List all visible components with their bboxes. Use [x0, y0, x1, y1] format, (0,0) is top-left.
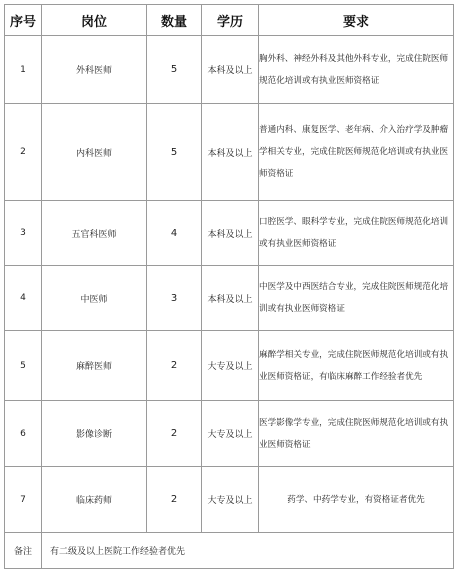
- header-education: 学历: [202, 5, 259, 36]
- cell-education: 大专及以上: [202, 467, 259, 533]
- header-count: 数量: [147, 5, 202, 36]
- header-requirements: 要求: [259, 5, 454, 36]
- cell-education: 大专及以上: [202, 401, 259, 467]
- recruitment-table-container: [4, 4, 454, 569]
- cell-requirements: 胸外科、神经外科及其他外科专业，完成住院医师规范化培训或有执业医师资格证: [259, 36, 454, 104]
- cell-count: 4: [147, 201, 202, 266]
- cell-education: 本科及以上: [202, 36, 259, 104]
- cell-requirements: 普通内科、康复医学、老年病、介入治疗学及肿瘤学相关专业，完成住院医师规范化培训或有执业医师资格证: [259, 104, 454, 201]
- cell-index: 2: [5, 104, 42, 201]
- table-row: [5, 467, 454, 533]
- cell-position: 外科医师: [42, 36, 147, 104]
- cell-education: 本科及以上: [202, 266, 259, 331]
- table-row: [5, 331, 454, 401]
- cell-requirements: 医学影像学专业，完成住院医师规范化培训或有执业医师资格证: [259, 401, 454, 467]
- cell-index: 5: [5, 331, 42, 401]
- cell-position: 麻醉医师: [42, 331, 147, 401]
- cell-position: 内科医师: [42, 104, 147, 201]
- table-header-row: [5, 5, 454, 36]
- table-row: [5, 201, 454, 266]
- header-position: 岗位: [42, 5, 147, 36]
- cell-requirements: 药学、中药学专业，有资格证者优先: [259, 467, 454, 533]
- cell-index: 1: [5, 36, 42, 104]
- note-label: 备注: [5, 533, 42, 569]
- cell-education: 大专及以上: [202, 331, 259, 401]
- cell-position: 影像诊断: [42, 401, 147, 467]
- cell-requirements: 口腔医学、眼科学专业，完成住院医师规范化培训或有执业医师资格证: [259, 201, 454, 266]
- cell-count: 2: [147, 401, 202, 467]
- cell-count: 2: [147, 467, 202, 533]
- cell-count: 5: [147, 36, 202, 104]
- cell-position: 中医师: [42, 266, 147, 331]
- header-index: 序号: [5, 5, 42, 36]
- cell-education: 本科及以上: [202, 104, 259, 201]
- cell-requirements: 麻醉学相关专业，完成住院医师规范化培训或有执业医师资格证，有临床麻醉工作经验者优先: [259, 331, 454, 401]
- cell-position: 临床药师: [42, 467, 147, 533]
- cell-index: 3: [5, 201, 42, 266]
- cell-requirements: 中医学及中西医结合专业，完成住院医师规范化培训或有执业医师资格证: [259, 266, 454, 331]
- table-row: [5, 401, 454, 467]
- table-row: [5, 266, 454, 331]
- cell-index: 4: [5, 266, 42, 331]
- cell-index: 6: [5, 401, 42, 467]
- cell-count: 3: [147, 266, 202, 331]
- note-text: 有二级及以上医院工作经验者优先: [42, 533, 454, 569]
- table-row: [5, 104, 454, 201]
- cell-position: 五官科医师: [42, 201, 147, 266]
- table-row: [5, 36, 454, 104]
- cell-count: 5: [147, 104, 202, 201]
- recruitment-table: [4, 4, 454, 569]
- cell-index: 7: [5, 467, 42, 533]
- cell-count: 2: [147, 331, 202, 401]
- cell-education: 本科及以上: [202, 201, 259, 266]
- note-row: [5, 533, 454, 569]
